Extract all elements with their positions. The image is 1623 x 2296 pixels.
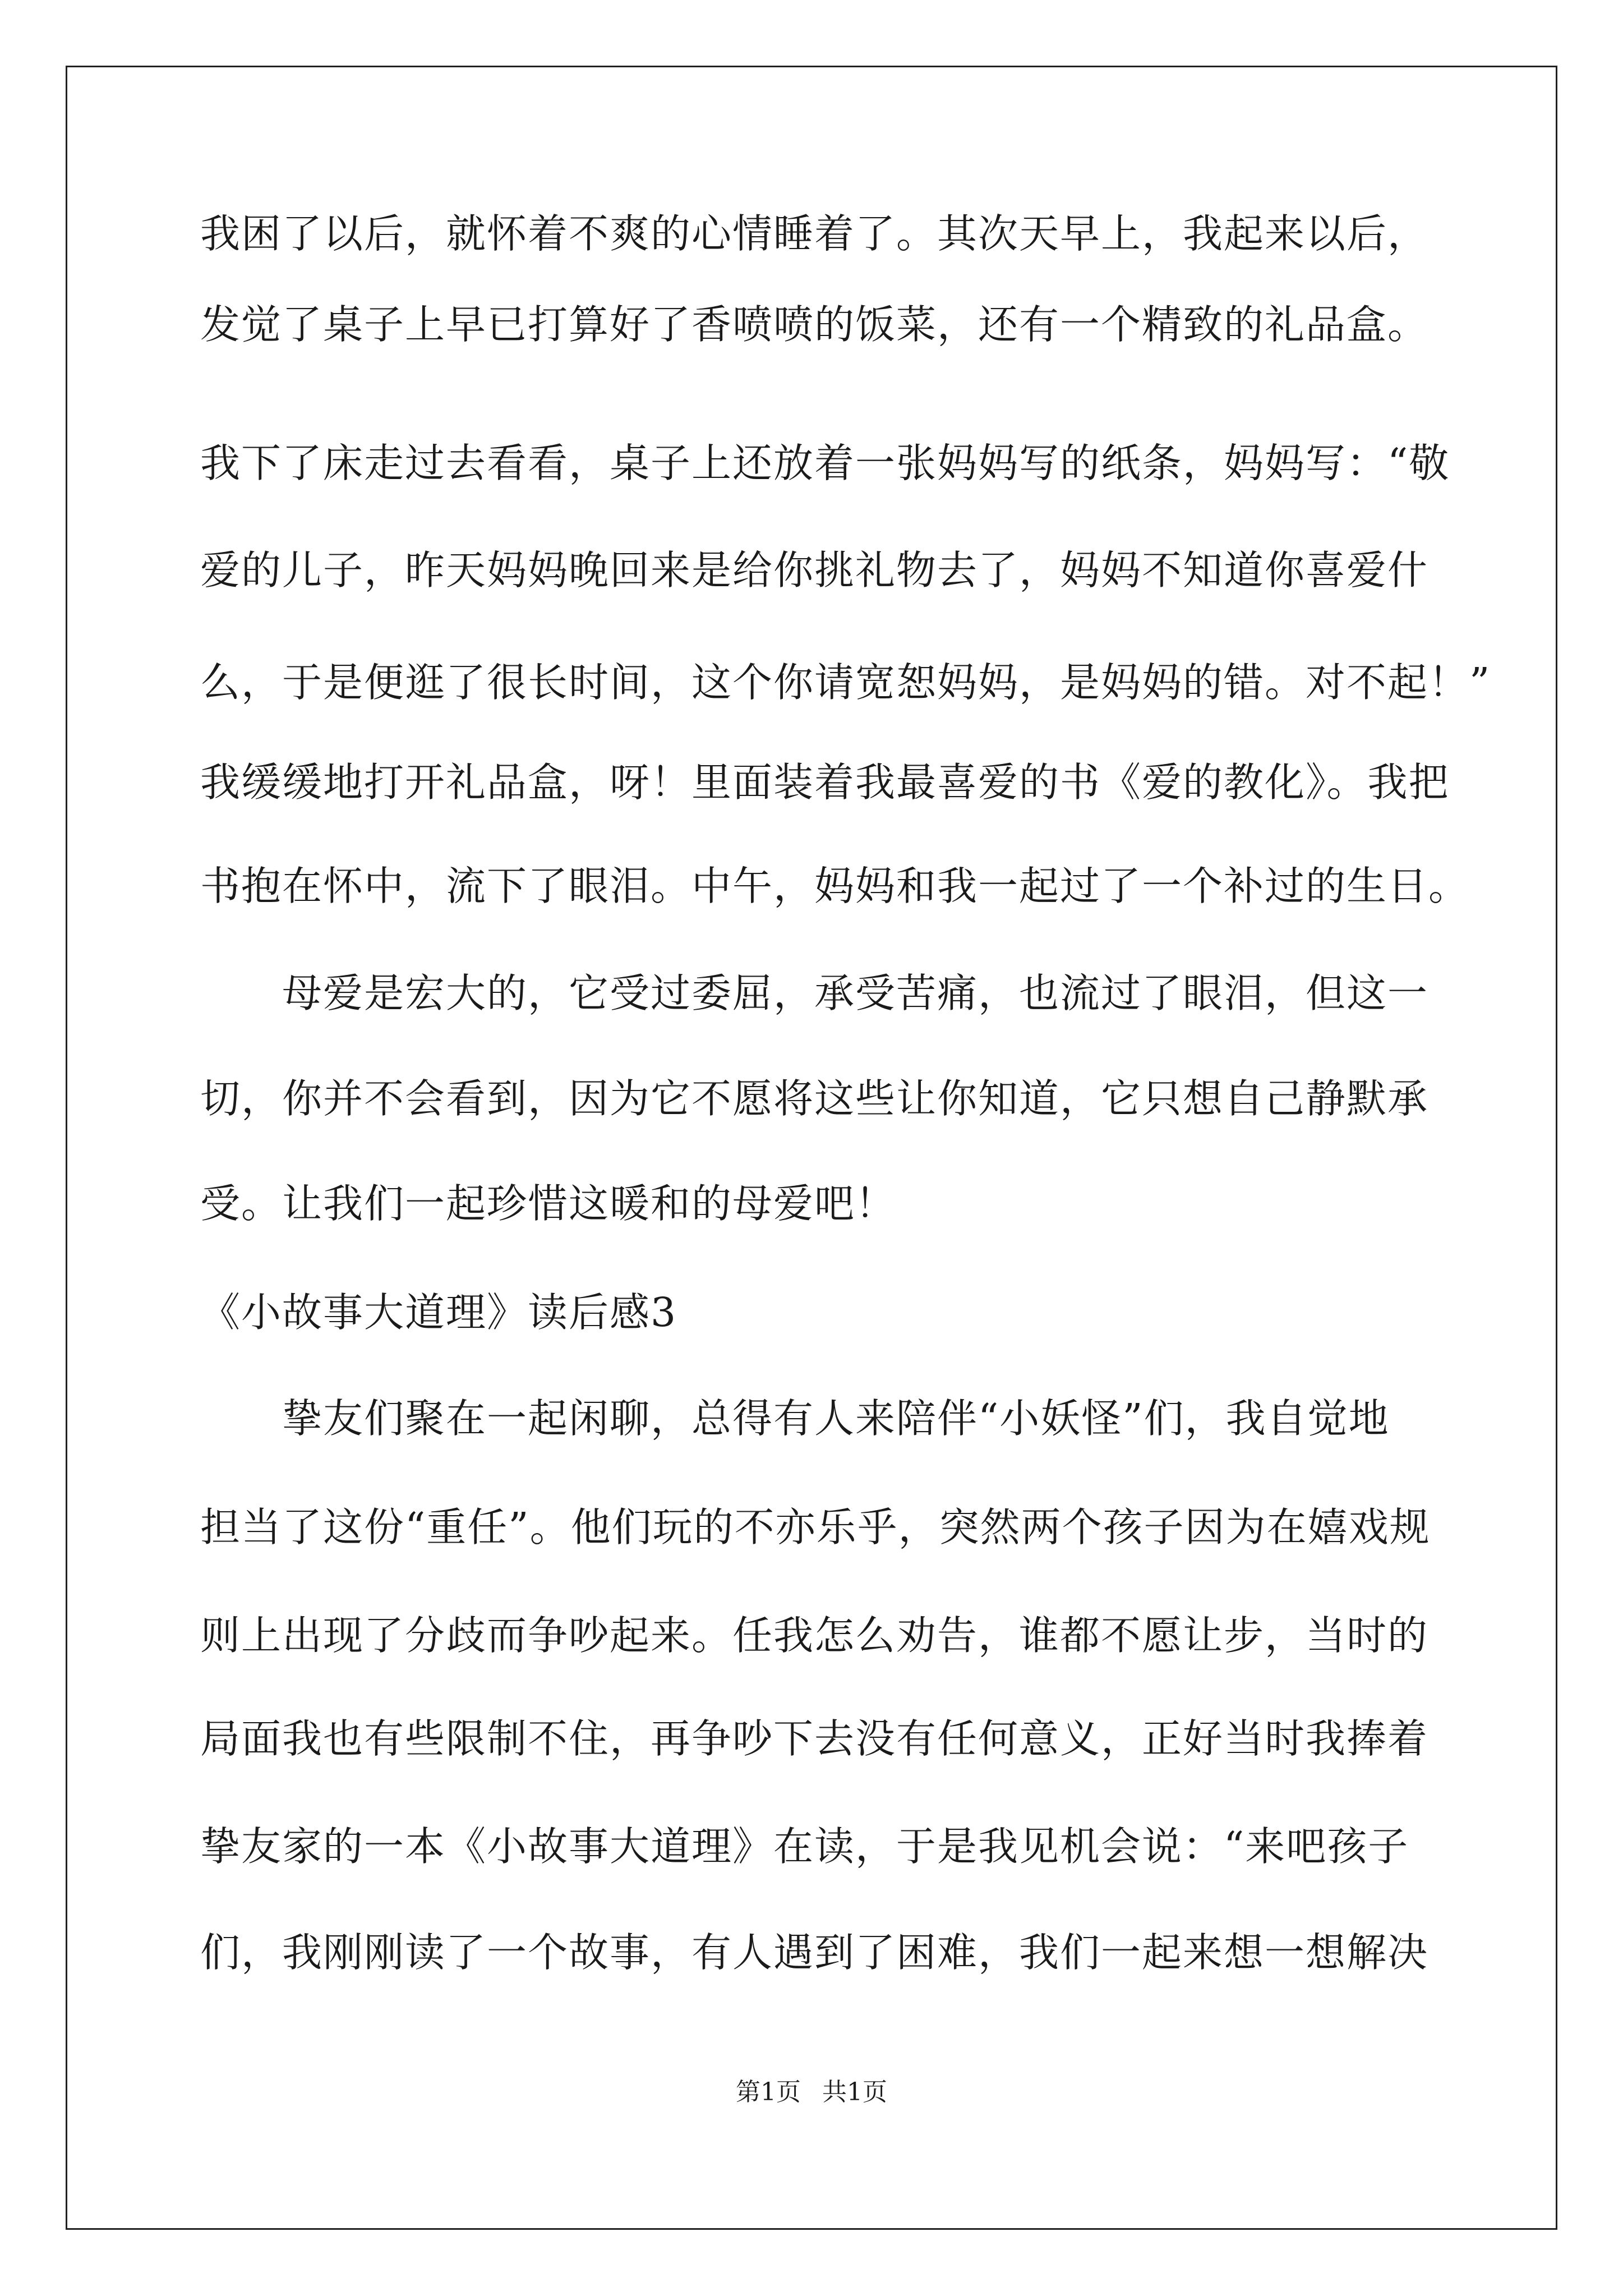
body-line: 们，我刚刚读了一个故事，有人遇到了困难，我们一起来想一想解决 (200, 1929, 1429, 1976)
body-line: 发觉了桌子上早已打算好了香喷喷的饭菜，还有一个精致的礼品盒。 (200, 301, 1429, 348)
body-line: 切，你并不会看到，因为它不愿将这些让你知道，它只想自己静默承 (200, 1075, 1429, 1122)
body-line: 受。让我们一起珍惜这暖和的母爱吧！ (200, 1180, 897, 1227)
body-line: 爱的儿子，昨天妈妈晚回来是给你挑礼物去了，妈妈不知道你喜爱什 (200, 547, 1429, 593)
page-total: 共1页 (822, 2078, 887, 2106)
body-line: 挚友家的一本《小故事大道理》在读，于是我见机会说：“来吧孩子 (200, 1823, 1409, 1870)
page-number: 第1页 (736, 2078, 801, 2106)
body-line: 担当了这份“重任”。他们玩的不亦乐乎，突然两个孩子因为在嬉戏规 (200, 1504, 1431, 1550)
body-line: 母爱是宏大的，它受过委屈，承受苦痛，也流过了眼泪，但这一 (200, 970, 1429, 1016)
body-line: 我缓缓地打开礼品盒，呀！里面装着我最喜爱的书《爱的教化》。我把 (200, 759, 1450, 806)
body-line: 则上出现了分歧而争吵起来。任我怎么劝告，谁都不愿让步，当时的 (200, 1612, 1429, 1659)
body-line: 么，于是便逛了很长时间，这个你请宽恕妈妈，是妈妈的错。对不起！” (200, 659, 1491, 706)
page-border (66, 66, 1557, 2230)
section-heading: 《小故事大道理》读后感3 (200, 1289, 677, 1336)
body-line: 挚友们聚在一起闲聊，总得有人来陪伴“小妖怪”们，我自觉地 (200, 1395, 1390, 1442)
body-line: 局面我也有些限制不住，再争吵下去没有任何意义，正好当时我捧着 (200, 1715, 1429, 1762)
body-line: 我困了以后，就怀着不爽的心情睡着了。其次天早上，我起来以后， (200, 210, 1429, 257)
body-line: 书抱在怀中，流下了眼泪。中午，妈妈和我一起过了一个补过的生日。 (200, 863, 1470, 909)
page-footer (0, 2076, 1623, 2109)
body-line: 我下了床走过去看看，桌子上还放着一张妈妈写的纸条，妈妈写：“敬 (200, 440, 1450, 486)
